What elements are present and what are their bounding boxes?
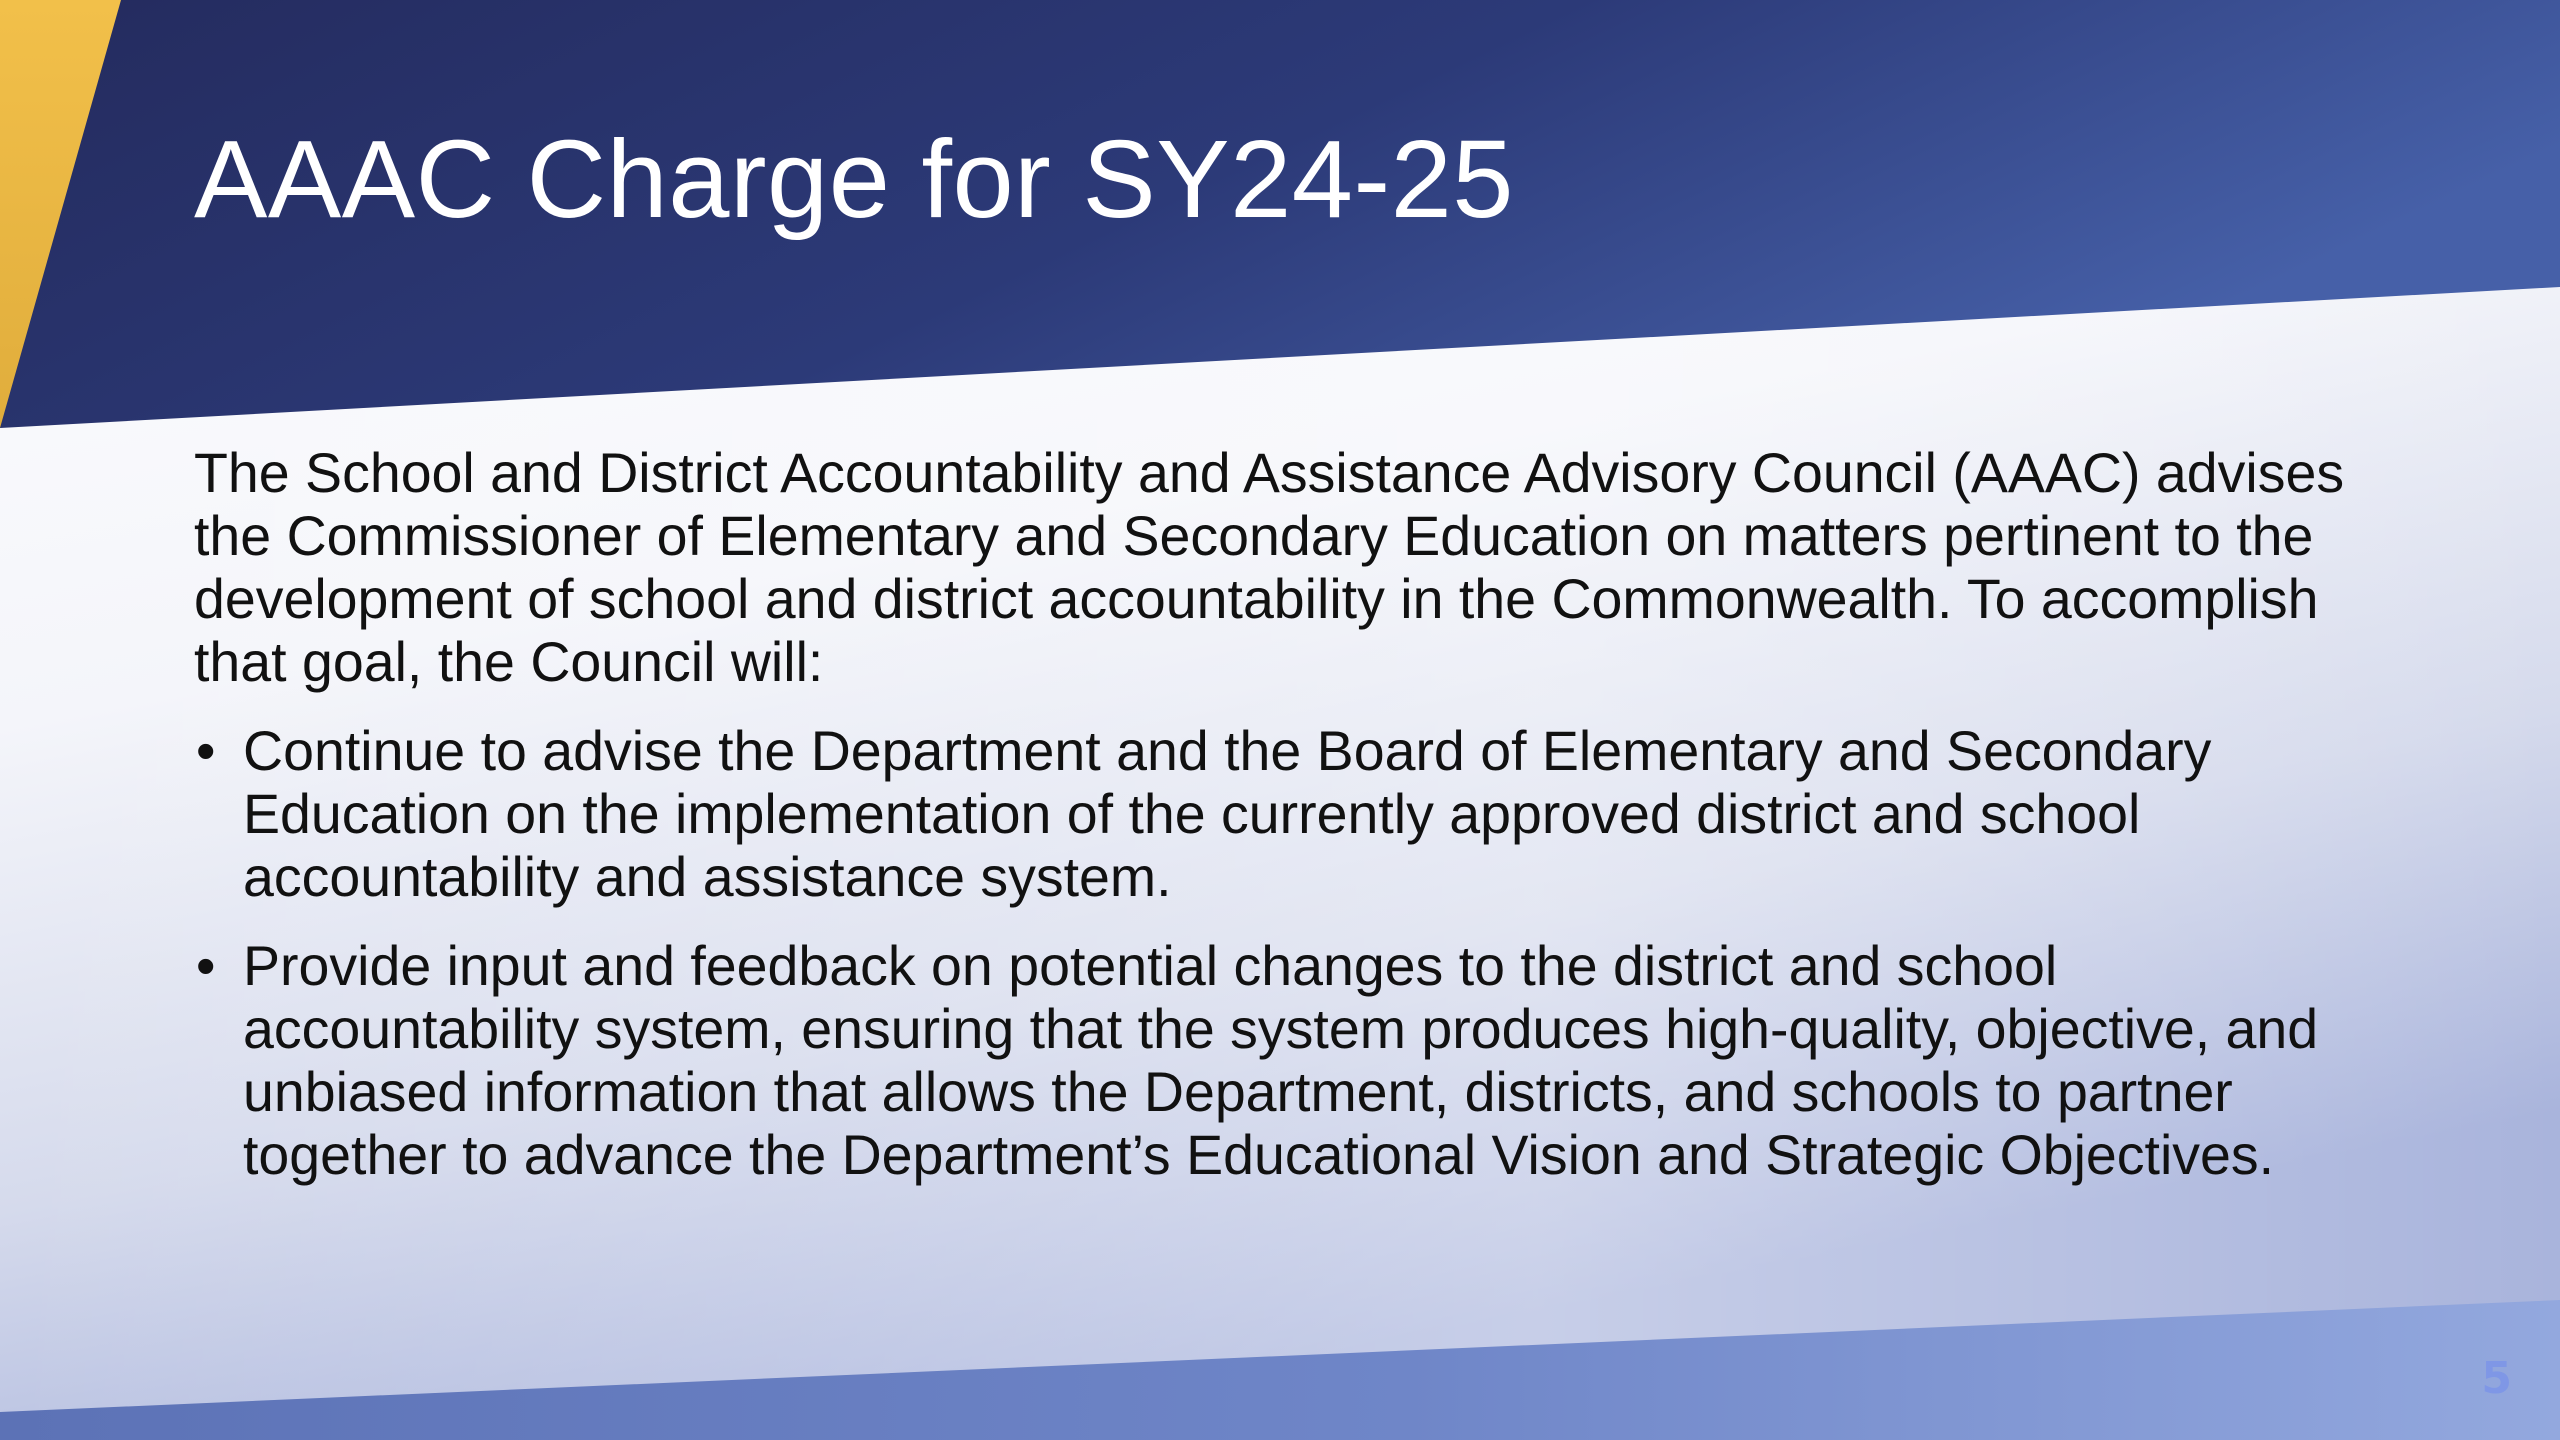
bullet-item-1 — [194, 720, 2374, 909]
slide-body — [194, 442, 2374, 1213]
bullet-list — [194, 720, 2374, 1187]
slide-title: AAAC Charge for SY24-25 — [194, 118, 1514, 241]
bullet-text-2: Provide input and feedback on potential changes to the district and school accountability system, ensuring that the system produces high-quality, objective, and unbiased information that allows the Department, districts, and schools to partner together to advance the Department’s Educational Vision and Strategic Objectives. — [243, 935, 2319, 1186]
page-number: 5 — [2481, 1353, 2512, 1404]
bullet-text-1: Continue to advise the Department and the Board of Elementary and Secondary Education on the implementation of the currently approved district and school accountability and assistance system. — [243, 720, 2212, 908]
bullet-dot-icon: • — [196, 935, 216, 997]
intro-paragraph: The School and District Accountability and Assistance Advisory Council (AAAC) advises the Commissioner of Elementary and Secondary Education on matters pertinent to the development of school and district accountability in the Commonwealth. To accomplish that goal, the Council will: — [194, 442, 2345, 693]
bullet-dot-icon: • — [196, 720, 216, 782]
bullet-item-2 — [194, 935, 2374, 1187]
